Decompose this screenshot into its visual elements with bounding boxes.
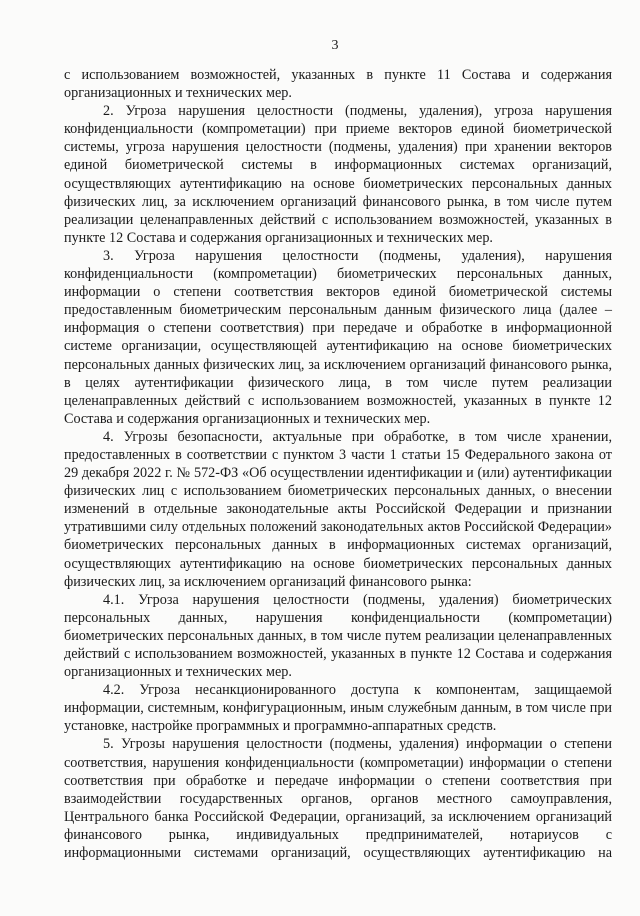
page-number: 3 bbox=[331, 38, 339, 53]
paragraph-item-4-2: 4.2. Угроза несанкционированного доступа к компонентам, защищаемой информации, системным, конфигурационным, иным служебным данным, в том числе при установке, настройке программных и программно-аппаратных средств. bbox=[64, 682, 612, 735]
paragraph-continuation: с использованием возможностей, указанных в пункте 11 Состава и содержания организационных и технических мер. bbox=[64, 67, 612, 102]
paragraph-item-4-1: 4.1. Угроза нарушения целостности (подмены, удаления) биометрических персональных данных, нарушения конфиденциальности (компрометации) биометрических персональных данных, в том числе путем реализации целенаправленных действий с использованием возможностей, указанных в пункте 12 Состава и содержания организационных и технических мер. bbox=[64, 591, 612, 681]
paragraph-item-5: 5. Угрозы нарушения целостности (подмены, удаления) информации о степени соответствия, нарушения конфиденциальности (компрометации) информации о степени соответствия при обработке и передаче информации о степени соответствия при взаимодействии государственных органов, органов местного самоуправления, Центрального банка Российской Федерации, организаций, за исключением организаций финансового рынка, индивидуальных предпринимателей, нотариусов с информационными системами организаций, осуществляющих аутентификацию на bbox=[64, 736, 612, 862]
document-body bbox=[64, 66, 612, 862]
paragraph-item-4: 4. Угрозы безопасности, актуальные при обработке, в том числе хранении, предоставленных в соответствии с пунктом 3 части 1 статьи 15 Федерального закона от 29 декабря 2022 г. № 572-ФЗ «Об осуществлении идентификации и (или) аутентификации физических лиц с использованием биометрических персональных данных, о внесении изменений в отдельные законодательные акты Российской Федерации и признании утратившими силу отдельных положений законодательных актов Российской Федерации» биометрических персональных данных в информационных системах организаций, осуществляющих аутентификацию на основе биометрических персональных данных физических лиц, за исключением организаций финансового рынка: bbox=[64, 428, 612, 590]
paragraph-item-2: 2. Угроза нарушения целостности (подмены, удаления), угроза нарушения конфиденциальности (компрометации) при приеме векторов единой биометрической системы, угроза нарушения целостности (подмены, удаления) при хранении векторов единой биометрической системы в информационных системах организаций, осуществляющих аутентификацию на основе биометрических персональных данных физических лиц, за исключением организаций финансового рынка, в том числе путем реализации целенаправленных действий с использованием возможностей, указанных в пункте 12 Состава и содержания организационных и технических мер. bbox=[64, 103, 612, 246]
paragraph-item-3: 3. Угроза нарушения целостности (подмены, удаления), нарушения конфиденциальности (компрометации) биометрических персональных данных, информации о степени соответствия векторов единой биометрической системы предоставленным биометрическим персональным данным физического лица (далее – информация о степени соответствия) при передаче и обработке в информационной системе организации, осуществляющей аутентификацию на основе биометрических персональных данных физических лиц, за исключением организаций финансового рынка, в целях аутентификации физического лица, в том числе путем реализации целенаправленных действий с использованием возможностей, указанных в пункте 12 Состава и содержания организационных и технических мер. bbox=[64, 247, 612, 427]
